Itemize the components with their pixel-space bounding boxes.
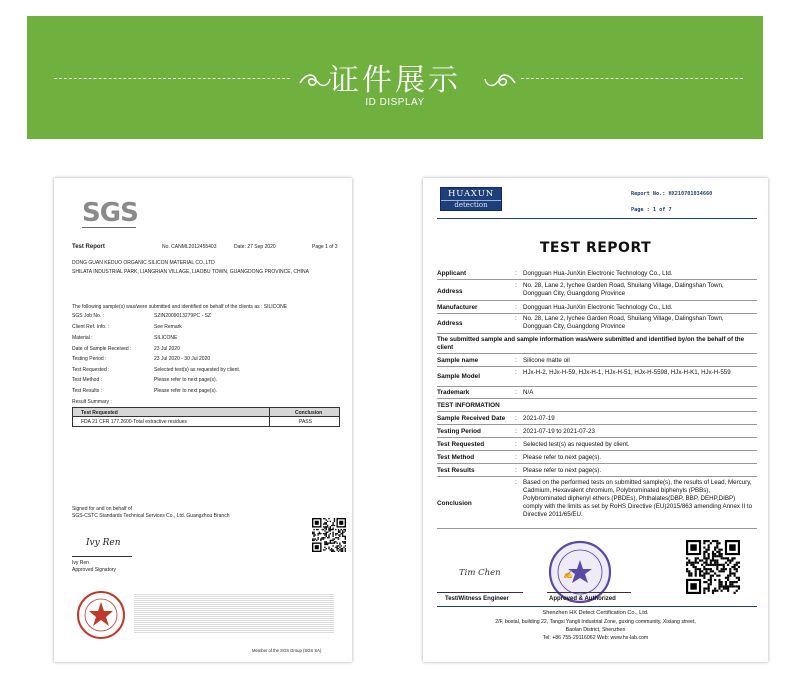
field-value: Dongguan Hua-JunXin Electronic Technology Co., Ltd. — [523, 304, 673, 311]
field-label: Address — [437, 288, 463, 295]
field-value: No. 28, Lane 2, lychee Garden Road, Shuilang Village, Dalingshan Town, Dongguan City, Guangdong Province — [523, 315, 724, 330]
field-label: Test Results : — [72, 388, 103, 394]
field-label: Sample Model — [437, 373, 480, 380]
field-label: Test Method — [437, 454, 475, 461]
huaxun-logo: HUAXUN detection — [440, 187, 502, 211]
field-label: Client Ref. Info. : — [72, 324, 110, 330]
field-label: Manufacturer — [437, 304, 478, 311]
sgs-test-report — [54, 178, 352, 662]
field-label: Applicant — [437, 270, 467, 277]
report-number: No. CANML2012455403 — [162, 244, 217, 250]
client-address: SHILATA INDUSTRIAL PARK, LIANGRIAN VILLAGE, LIAOBU TOWN, GUANGDONG PROVINCE, CHINA — [72, 269, 309, 275]
field-label: Sample name — [437, 357, 479, 364]
report-date: Date: 27 Sep 2020 — [234, 244, 276, 250]
report-number: Report No.: HX210701034660 — [631, 191, 713, 197]
table-cell: PASS — [299, 419, 312, 425]
approved-label: Approved & Authorized — [549, 596, 616, 602]
signature: Tim Chen — [459, 568, 501, 578]
fine-print — [134, 594, 334, 628]
field-value: HJx-H-2, HJx-H-59, HJx-H-1, HJx-H-51, HJx-H-5598, HJx-H-K1, HJx-H-559 — [523, 369, 731, 376]
sgs-member-line: Member of the SGS Group (SGS SA) — [252, 648, 322, 653]
table-header: Test Requested — [81, 410, 118, 416]
field-value: SZIN2009013279PC - SZ — [154, 313, 211, 319]
field-label: Test Requested — [437, 441, 485, 448]
table-cell: FDA 21 CFR 177.2600-Total extractive residues — [81, 419, 187, 425]
field-value: See Remark — [154, 324, 182, 330]
field-value: Silicone matte oil — [523, 357, 570, 364]
field-value: Please refer to next page(s). — [523, 454, 602, 461]
page-title: 证件展示 — [329, 63, 461, 98]
signed-line: Signed for and on behalf of — [72, 506, 133, 512]
field-value: Please refer to next page(s). — [154, 377, 218, 383]
witness-label: Test/Witness Engineer — [445, 596, 509, 602]
field-label: Material : — [72, 335, 93, 341]
qr-code-icon — [686, 540, 740, 594]
field-label: Test Results — [437, 467, 475, 474]
footer-address: 2/F, bostal, building 22, Tangxi Yangli Industrial Zone, guxing community, Xixiang street, — [495, 619, 696, 625]
seal-signature: ✍ — [563, 570, 573, 579]
field-value: 2021-07-19 to 2021-07-23 — [523, 428, 595, 435]
field-label: SGS Job No. : — [72, 313, 104, 319]
field-label: Sample Received Date — [437, 415, 506, 422]
field-value: Please refer to next page(s). — [154, 388, 218, 394]
field-value: Based on the performed tests on submitted sample(s), the results of Lead, Mercury, Cadmium, Hexavalent chromium, Polybrominated biphenyls (PBBs), Polybrominated diphenyl ethers (PBDEs), Phthalates(DBP, BBP, DEHP,DIBP) comply with the limits as set by RoHS Directive (EU)2015/863 amending Annex II to Directive 2011/65/EU. — [523, 479, 753, 518]
intro-text: The following sample(s) was/were submitted and identified on behalf of the clients as : SILICONE — [72, 304, 288, 310]
field-value: 23 Jul 2020 - 30 Jul 2020 — [154, 356, 211, 362]
summary-label: Result Summary : — [72, 399, 112, 405]
field-label: Address — [437, 320, 463, 327]
field-value: Selected test(s) as requested by client. — [523, 441, 630, 448]
report-title: TEST REPORT — [539, 240, 652, 256]
field-label: Testing Period — [437, 428, 481, 435]
footer-company: Shenzhen HX Detect Certification Co., Ltd. — [542, 610, 649, 616]
summary-table — [72, 407, 340, 427]
page-number: Page : 1 of 7 — [631, 207, 672, 213]
field-label: Conclusion — [437, 500, 472, 507]
page-subtitle: ID DISPLAY — [365, 97, 425, 108]
field-label: Date of Sample Received : — [72, 346, 132, 352]
report-heading: Test Report — [72, 244, 105, 250]
signer-name: Ivy Ren — [72, 560, 89, 566]
field-label: Test Method : — [72, 377, 103, 383]
page-number: Page 1 of 3 — [312, 244, 338, 250]
field-value: No. 28, Lane 2, lychee Garden Road, Shuilang Village, Dalingshan Town, Dongguan City, Guangdong Province — [523, 282, 724, 297]
footer-contact: Tel: +86 755-29116062 Web: www.hx-lab.com — [542, 635, 649, 641]
field-label: Trademark — [437, 389, 470, 396]
sgs-stamp-icon — [76, 590, 126, 640]
signer-title: Approved Signatory — [72, 567, 116, 573]
field-label: Test Requested : — [72, 367, 110, 373]
qr-code-icon — [312, 518, 346, 552]
divider-right — [521, 78, 743, 79]
field-label: Testing Period : — [72, 356, 107, 362]
client-company: DONG GUAN KEDUO ORGANIC SILICON MATERIAL CO.,LTD — [72, 260, 215, 266]
field-value: N/A — [523, 389, 534, 396]
field-value: Please refer to next page(s). — [523, 467, 602, 474]
swirl-ornament-right-icon — [483, 69, 517, 91]
sgs-logo: SGS — [82, 198, 138, 228]
field-value: SILICONE — [154, 335, 178, 341]
field-value: Dongguan Hua-JunXin Electronic Technology Co., Ltd. — [523, 270, 673, 277]
signature: Ivy Ren — [86, 538, 121, 548]
field-value: 23 Jul 2020 — [154, 346, 180, 352]
header-banner — [27, 16, 763, 139]
field-value: 2021-07-19 — [523, 415, 555, 422]
huaxun-test-report: HUAXUN detection Report No.: HX210701034660 Page : 1 of 7 TEST REPORT Applicant : Dongguan Hua-JunXin Electronic Technology Co., Ltd. Address : No. 28, Lane 2, lychee Garden Road, Shuilang Village, Dalingshan Town, Dongguan City, Guangdong Province Manufacturer : Dongguan Hua-JunXin Electronic Technology Co., Ltd. Address : No. 28, Lane 2, lychee Garden Road, Shuilang Village, Dalingshan Town, Dongguan City, Guangdong Province The submitted sample and sample information was/were submitted and identified by/on the behalf of the client Sample name : Silicone matte oil Sample Model : HJx-H-2, HJx-H-59, HJx-H-1, HJx-H-51, HJx-H-5598, HJx-H-K1, HJx-H-559 Trademark : N/A TEST INFORMATION Sample Received Date : 2021-07-19 Testing Period : 2021-07-19 to 2021-07-23 Test Requested : Selected test(s) as requested by client. Test Method : Please refer to next page(s). Test Results : Please refer to next page(s). Conclusion : Based on the performed tests on submitted sample(s), the results of Lead, Mercury, Cadmium, Hexavalent chromium, Polybrominated biphenyls (PBBs), Polybrominated diphenyl ethers (PBDEs), Phthalates(DBP, BBP, DEHP,DIBP) comply with the limits as set by RoHS Directive (EU)2015/863 amending Annex II to Directive 2011/65/EU. Tim Chen Test/Witness Engineer ✍ Approved & Authorized Shenzhen HX Detect Certification Co., Ltd. 2/F, bostal, building 22, Tangxi Yangli Industrial Zone, guxing community, Xixiang street, Baolan District, Shenzhen Tel: +86 755-29116062 Web: www.hx-lab.com — [423, 178, 768, 662]
signed-line: SGS-CSTC Standards Technical Services Co., Ltd. Guangzhou Branch — [72, 513, 230, 519]
section-heading: TEST INFORMATION — [437, 402, 500, 409]
table-header: Conclusion — [295, 410, 323, 416]
submitted-statement: The submitted sample and sample information was/were submitted and identified by/on the behalf of the client — [437, 336, 745, 351]
field-value: Selected test(s) as requested by client. — [154, 367, 241, 373]
footer-address: Baolan District, Shenzhen — [565, 627, 626, 633]
